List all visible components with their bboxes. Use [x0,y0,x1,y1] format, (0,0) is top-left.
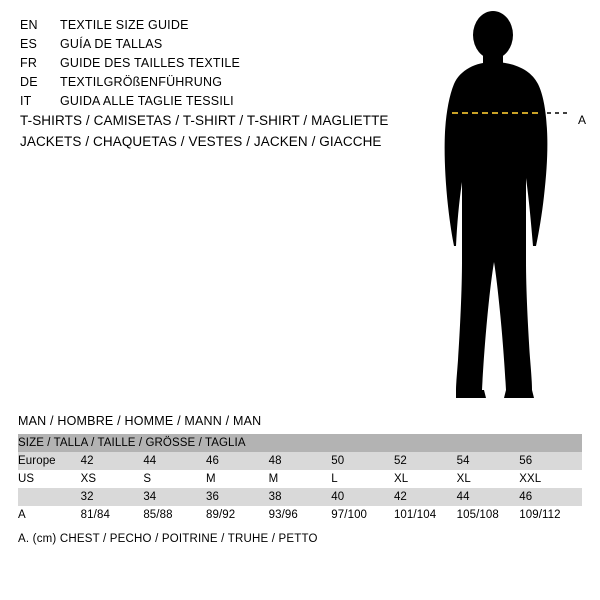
cell: M [206,470,269,488]
cell: 48 [269,452,332,470]
language-code: DE [20,75,38,89]
cell: 89/92 [206,506,269,524]
cell: 97/100 [331,506,394,524]
cell: 50 [331,452,394,470]
row-label [18,488,81,506]
cell: 93/96 [269,506,332,524]
cell: 38 [269,488,332,506]
garment-categories [20,110,440,152]
cell: 40 [331,488,394,506]
size-table [18,434,582,524]
language-text: TEXTILGRÖßENFÜHRUNG [60,75,223,89]
cell: 52 [394,452,457,470]
language-row [20,35,420,54]
cell: M [269,470,332,488]
cell: 105/108 [457,506,520,524]
language-row [20,16,420,35]
cell: XS [81,470,144,488]
table-row [18,506,582,524]
language-text: GUÍA DE TALLAS [60,37,163,51]
language-code: IT [20,94,32,108]
cell: 34 [143,488,206,506]
row-label: Europe [18,452,81,470]
language-row [20,73,420,92]
cell: XL [394,470,457,488]
cell: 56 [519,452,582,470]
size-table-area [18,414,582,545]
table-header-label: SIZE / TALLA / TAILLE / GRÖSSE / TAGLIA [18,434,582,452]
cell: 42 [81,452,144,470]
language-code: FR [20,56,38,70]
table-footnote: A. (cm) CHEST / PECHO / POITRINE / TRUHE / PETTO [18,533,318,545]
table-title: MAN / HOMBRE / HOMME / MANN / MAN [18,414,262,428]
cell: 42 [394,488,457,506]
category-tshirts: T-SHIRTS / CAMISETAS / T-SHIRT / T-SHIRT / MAGLIETTE [20,113,389,128]
cell: 44 [457,488,520,506]
cell: 81/84 [81,506,144,524]
cell: 46 [206,452,269,470]
cell: 44 [143,452,206,470]
cell: 54 [457,452,520,470]
cell: L [331,470,394,488]
language-text: GUIDA ALLE TAGLIE TESSILI [60,94,234,108]
cell: XXL [519,470,582,488]
row-label: US [18,470,81,488]
cell: 101/104 [394,506,457,524]
category-jackets: JACKETS / CHAQUETAS / VESTES / JACKEN / GIACCHE [20,134,382,149]
language-row [20,54,420,73]
cell: 46 [519,488,582,506]
body-silhouette-figure [410,10,600,400]
table-row [18,470,582,488]
table-header-row [18,434,582,452]
language-code: EN [20,18,38,32]
cell: XL [457,470,520,488]
cell: 109/112 [519,506,582,524]
language-guide-block [20,16,420,111]
table-row [18,452,582,470]
language-code: ES [20,37,38,51]
row-label: A [18,506,81,524]
cell: 85/88 [143,506,206,524]
cell: 36 [206,488,269,506]
cell: S [143,470,206,488]
cell: 32 [81,488,144,506]
language-text: GUIDE DES TAILLES TEXTILE [60,56,241,70]
language-text: TEXTILE SIZE GUIDE [60,18,189,32]
chest-callout-label: A [578,113,587,127]
language-row [20,92,420,111]
table-row [18,488,582,506]
male-silhouette-icon [410,10,600,400]
